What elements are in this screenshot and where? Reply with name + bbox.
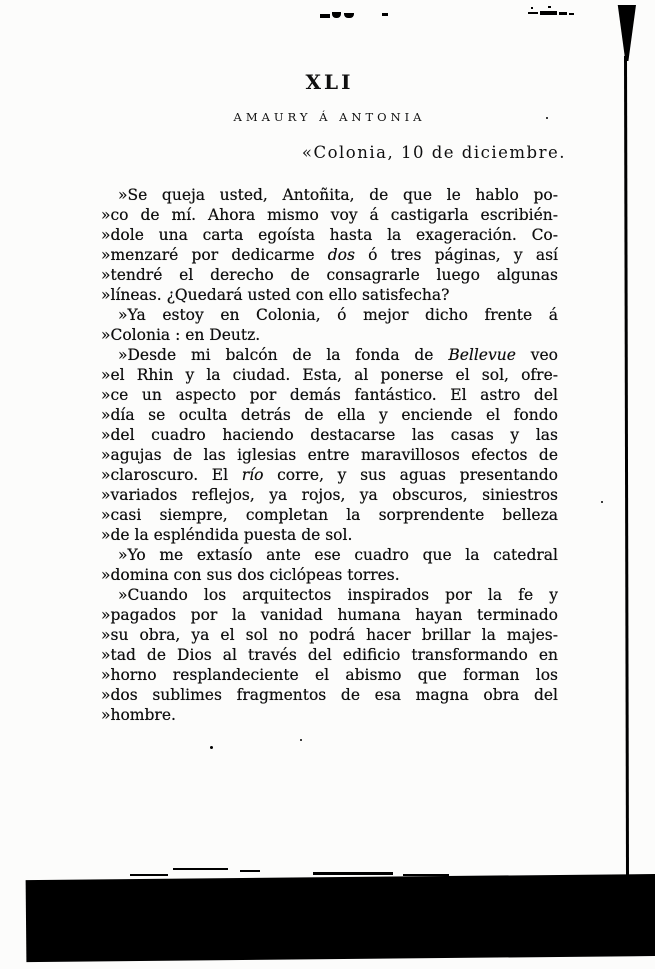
text-column: [101, 0, 566, 725]
paragraph: [101, 305, 558, 345]
ink-speck: [300, 739, 302, 741]
text-line: »de la espléndida puesta de sol.: [101, 526, 353, 544]
letter-heading: AMAURY Á ANTONIA: [233, 110, 426, 124]
scan-edge-line: [624, 56, 629, 882]
text-line: »Yo me extasío ante ese cuadro que la catedral: [118, 546, 558, 564]
paragraph: [101, 585, 558, 725]
text-line: »horno resplandeciente el abismo que forman los: [101, 666, 558, 684]
text-line: »co de mí. Ahora mismo voy á castigarla escribién-: [101, 206, 558, 224]
paragraph: [101, 185, 558, 305]
scan-band-dash: [173, 868, 228, 870]
text-line: »Ya estoy en Colonia, ó mejor dicho frente á: [118, 306, 558, 324]
text-line: »el Rhin y la ciudad. Esta, al ponerse el sol, ofre-: [101, 366, 558, 384]
scan-band-dash: [313, 872, 393, 875]
text-line: »variados reflejos, ya rojos, ya obscuros, siniestros: [101, 486, 558, 504]
ink-speck: [601, 501, 603, 503]
letter-body: [101, 185, 558, 725]
italic-word: Bellevue: [448, 346, 516, 364]
text-line: »claroscuro. El río corre, y sus aguas presentando: [101, 466, 558, 484]
text-line: »Cuando los arquitectos inspirados por la fe y: [118, 586, 558, 604]
scan-edge-wedge: [617, 5, 636, 61]
scan-band-dash: [130, 874, 168, 876]
ink-speck: [210, 746, 213, 749]
text-line: »tendré el derecho de consagrarle luego algunas: [101, 266, 558, 284]
text-line: »casi siempre, completan la sorprendente belleza: [101, 506, 558, 524]
text-line: »su obra, ya el sol no podrá hacer brillar la majes-: [101, 626, 558, 644]
text-line: »hombre.: [101, 706, 176, 724]
text-line: »Colonia : en Deutz.: [101, 326, 261, 344]
ink-mark: [569, 13, 574, 15]
scan-bottom-band: [26, 874, 655, 962]
text-line: »del cuadro haciendo destacarse las casas y las: [101, 426, 558, 444]
text-line: »tad de Dios al través del edificio transformando en: [101, 646, 558, 664]
scan-band-dash: [240, 870, 260, 872]
chapter-number: XLI: [305, 70, 354, 94]
paragraph: [101, 345, 558, 545]
text-line: »día se oculta detrás de ella y enciende el fondo: [101, 406, 558, 424]
text-line: »Se queja usted, Antoñita, de que le hablo po-: [118, 186, 558, 204]
text-line: »Desde mi balcón de la fonda de Bellevue veo: [118, 346, 558, 364]
text-line: »líneas. ¿Quedará usted con ello satisfecha?: [101, 286, 450, 304]
text-line: »dole una carta egoísta hasta la exageración. Co-: [101, 226, 558, 244]
italic-word: dos: [327, 246, 355, 264]
text-line: »agujas de las iglesias entre maravillosos efectos de: [101, 446, 558, 464]
ink-mark: [559, 12, 567, 15]
text-line: »pagados por la vanidad humana hayan terminado: [101, 606, 558, 624]
text-line: »domina con sus dos ciclópeas torres.: [101, 566, 400, 584]
dateline: «Colonia, 10 de diciembre.: [301, 143, 566, 162]
italic-word: río: [241, 466, 264, 484]
text-line: »menzaré por dedicarme dos ó tres páginas, y así: [101, 246, 558, 264]
paragraph: [101, 545, 558, 585]
text-line: »dos sublimes fragmentos de esa magna obra del: [101, 686, 558, 704]
text-line: »ce un aspecto por demás fantástico. El astro del: [101, 386, 558, 404]
